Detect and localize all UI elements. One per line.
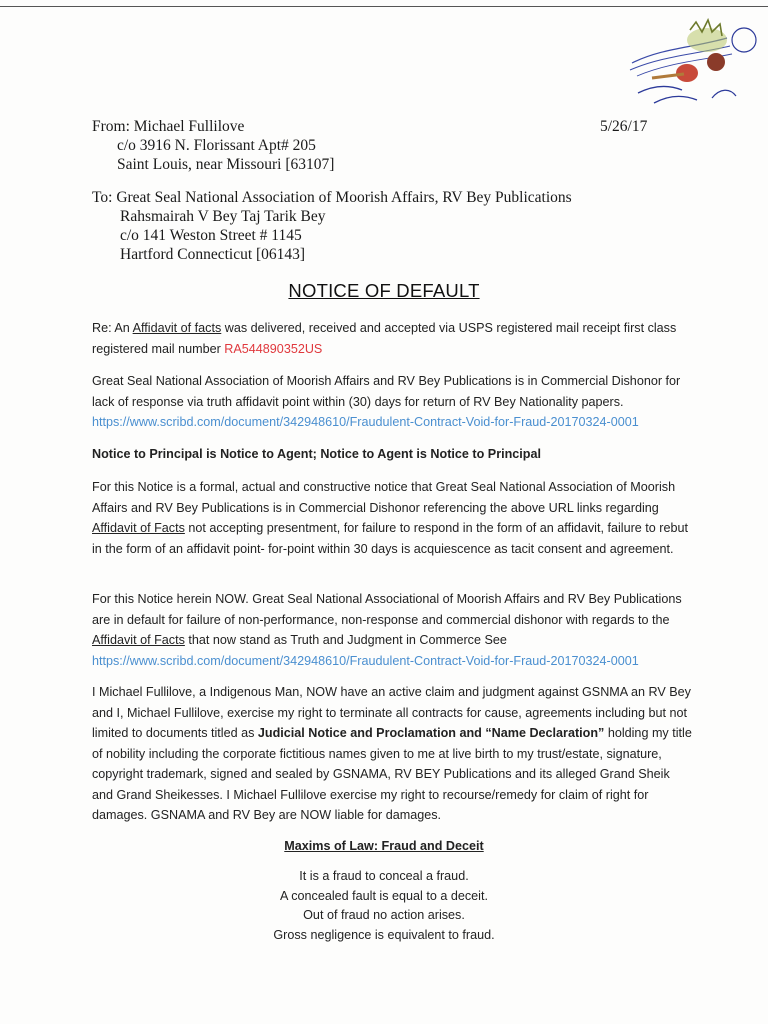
principal-agent-heading: Notice to Principal is Notice to Agent; Notice to Agent is Notice to Principal (92, 447, 541, 461)
default-text-after: that now stand as Truth and Judgment in Commerce See (184, 633, 507, 647)
maxim-line: It is a fraud to conceal a fraud. (299, 869, 469, 883)
from-address-block (92, 117, 334, 174)
claim-text-before: I Michael Fullilove, a Indigenous Man, NOW have an active claim and judgment against GSNMA an RV Bey and I, Michael Fullilove, exercise my right to terminate all contracts for cause, agreements including but not limited to documents titled as (92, 685, 691, 740)
re-middle: was delivered, received and accepted via USPS registered mail receipt first class registered mail number (92, 321, 677, 356)
letter-date: 5/26/17 (600, 118, 648, 135)
default-text-before: For this Notice herein NOW. Great Seal National Associational of Moorish Affairs and RV Bey Publications are in default for failure of non-performance, non-response and commercial dishonor with regards to the (92, 592, 682, 627)
maxim-line: Gross negligence is equivalent to fraud. (273, 927, 495, 942)
formal-notice-text-before: For this Notice is a formal, actual and constructive notice that Great Seal National Association of Moorish Affairs and RV Bey Publications is in Commercial Dishonor referencing the above URL links regarding (92, 480, 676, 515)
scribd-url-link-2[interactable]: https://www.scribd.com/document/342948610/Fraudulent-Contract-Void-for-Fraud-20170324-0001 (92, 653, 639, 668)
to-name-line: To: Great Seal National Association of Moorish Affairs, RV Bey Publications (92, 189, 572, 206)
postmark-stamp-icon (612, 18, 762, 128)
maxim-line: A concealed fault is equal to a deceit. (280, 888, 488, 903)
to-address-line-1: Rahsmairah V Bey Taj Tarik Bey (120, 208, 326, 225)
re-paragraph (92, 318, 692, 359)
claim-text-after: holding my title of nobility including the corporate fictitious names given to me at live birth to my trust/estate, signature, copyright trademark, signed and sealed by GSNAMA, RV BEY Publications and its alleged Grand Sheik and Grand Sheikesses. I Michael Fullilove exercise my right to recourse/remedy for claim of right for damages. GSNAMA and RV Bey are NOW liable for damages. (92, 726, 692, 822)
affidavit-of-facts-link-2: Affidavit of Facts (92, 633, 185, 647)
affidavit-of-facts-link-1: Affidavit of Facts (92, 521, 185, 535)
maxims-list (0, 867, 768, 945)
re-affidavit-link: Affidavit of facts (132, 321, 222, 335)
document-title: NOTICE OF DEFAULT (288, 280, 480, 301)
dishonor-paragraph (92, 371, 692, 433)
dishonor-text: Great Seal National Association of Moorish Affairs and RV Bey Publications is in Commercial Dishonor for lack of response via truth affidavit point within (30) days for return of RV Bey Nationality papers. (92, 374, 681, 409)
formal-notice-text-after: not accepting presentment, for failure to respond in the form of an affidavit, failure to rebut in the form of an affidavit point- for-point within 30 days is acquiescence as tacit consent and agreement. (92, 521, 688, 556)
to-address-block (92, 188, 572, 264)
from-address-line-1: c/o 3916 N. Florissant Apt# 205 (117, 137, 316, 154)
maxims-title: Maxims of Law: Fraud and Deceit (284, 839, 484, 853)
mail-number: RA544890352US (224, 341, 323, 356)
to-address-line-2: c/o 141 Weston Street # 1145 (120, 227, 302, 244)
default-paragraph (92, 589, 692, 671)
claim-bold-text: Judicial Notice and Proclamation and “Name Declaration” (257, 726, 605, 740)
to-address-line-3: Hartford Connecticut [06143] (120, 246, 306, 263)
top-border-line (0, 6, 768, 7)
re-prefix: Re: An (92, 321, 133, 335)
formal-notice-paragraph (92, 477, 692, 559)
maxim-line: Out of fraud no action arises. (303, 908, 465, 922)
from-name-line: From: Michael Fullilove (92, 118, 245, 135)
from-address-line-2: Saint Louis, near Missouri [63107] (117, 156, 335, 173)
scribd-url-link-1[interactable]: https://www.scribd.com/document/342948610/Fraudulent-Contract-Void-for-Fraud-20170324-0001 (92, 415, 639, 429)
claim-paragraph (92, 682, 692, 826)
